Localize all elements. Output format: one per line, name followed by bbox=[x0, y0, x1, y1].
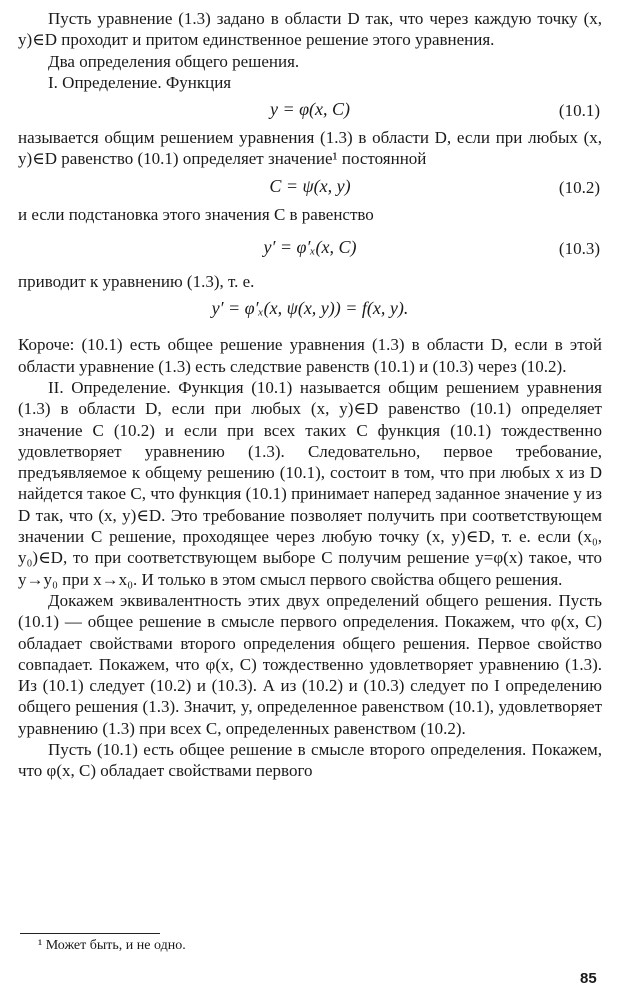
equation-expression: y′ = φ′ₓ(x, C) bbox=[263, 237, 357, 258]
equation-10-2 bbox=[18, 176, 602, 200]
equation-composite bbox=[18, 298, 602, 322]
equation-number: (10.2) bbox=[558, 177, 600, 197]
equation-expression: C = ψ(x, y) bbox=[269, 175, 351, 196]
equation-number: (10.1) bbox=[558, 101, 600, 121]
paragraph-second-direction: Пусть (10.1) есть общее решение в смысле второго определения. Покажем, что φ(x, C) обладает свойствами первого bbox=[18, 740, 602, 781]
equation-10-1 bbox=[18, 99, 602, 123]
paragraph-two-definitions: Два определения общего решения. bbox=[48, 51, 300, 71]
page-number: 85 bbox=[580, 970, 597, 987]
page-body bbox=[18, 8, 602, 782]
paragraph-leads-to: приводит к уравнению (1.3), т. е. bbox=[18, 272, 255, 292]
paragraph-shortly: Короче: (10.1) есть общее решение уравнения (1.3) в области D, если в этой области уравнение (1.3) есть следствие равенств (10.1) и (10.3) через (10.2). bbox=[18, 335, 602, 376]
paragraph-equivalence-proof: Докажем эквивалентность этих двух определений общего решения. Пусть (10.1) — общее решение в смысле первого определения. Покажем, что φ(x, C) обладает свойствами второго определения общего решения. Первое свойство совпадает. Покажем, что φ(x, C) тождественно удовлетворяет уравнению (1.3). Из (10.1) следует (10.2) и (10.3). А из (10.2) и (10.3) следует по I определению общего решения (1.3). Значит, y, определенное равенством (10.1), удовлетворяет уравнению (1.3) при всех C, определенных равенством (10.2). bbox=[18, 590, 602, 738]
paragraph-intro: Пусть уравнение (1.3) задано в области D так, что через каждую точку (x, y)∈D проходит и притом единственное решение этого уравнения. bbox=[18, 9, 602, 50]
paragraph-general-solution-def: называется общим решением уравнения (1.3) в области D, если при любых (x, y)∈D равенство (10.1) определяет значение¹ постоянной bbox=[18, 128, 602, 169]
paragraph-definition-1-heading: I. Определение. Функция bbox=[48, 72, 232, 92]
footnote-divider bbox=[20, 933, 160, 934]
paragraph-substitution: и если подстановка этого значения C в равенство bbox=[18, 204, 374, 224]
equation-expression: y = φ(x, C) bbox=[269, 99, 351, 120]
paragraph-definition-2: II. Определение. Функция (10.1) называется общим решением уравнения (1.3) в области D, если при любых (x, y)∈D равенство (10.1) определяет значение C (10.2) и если при всех таких C функция (10.1) тождественно удовлетворяет уравнению (1.3). Следовательно, первое требование, предъявляемое к общему решению (10.1), состоит в том, что при любых x из D найдется такое C, что функция (10.1) принимает наперед заданное значение y из D так, что (x, y)∈D. Это требование позволяет получить при соответствующем значении C решение, проходящее через любую точку (x, y)∈D, т. е. если (x₀, y₀)∈D, то при соответствующем выборе C получим решение y=φ(x) такое, что y→y₀ при x→x₀. И только в этом смысл первого свойства общего решения. bbox=[18, 377, 602, 589]
equation-number: (10.3) bbox=[558, 239, 600, 259]
equation-10-3 bbox=[18, 237, 602, 261]
footnote: ¹ Может быть, и не одно. bbox=[38, 938, 186, 953]
equation-expression: y′ = φ′ₓ(x, ψ(x, y)) = f(x, y). bbox=[211, 298, 409, 319]
